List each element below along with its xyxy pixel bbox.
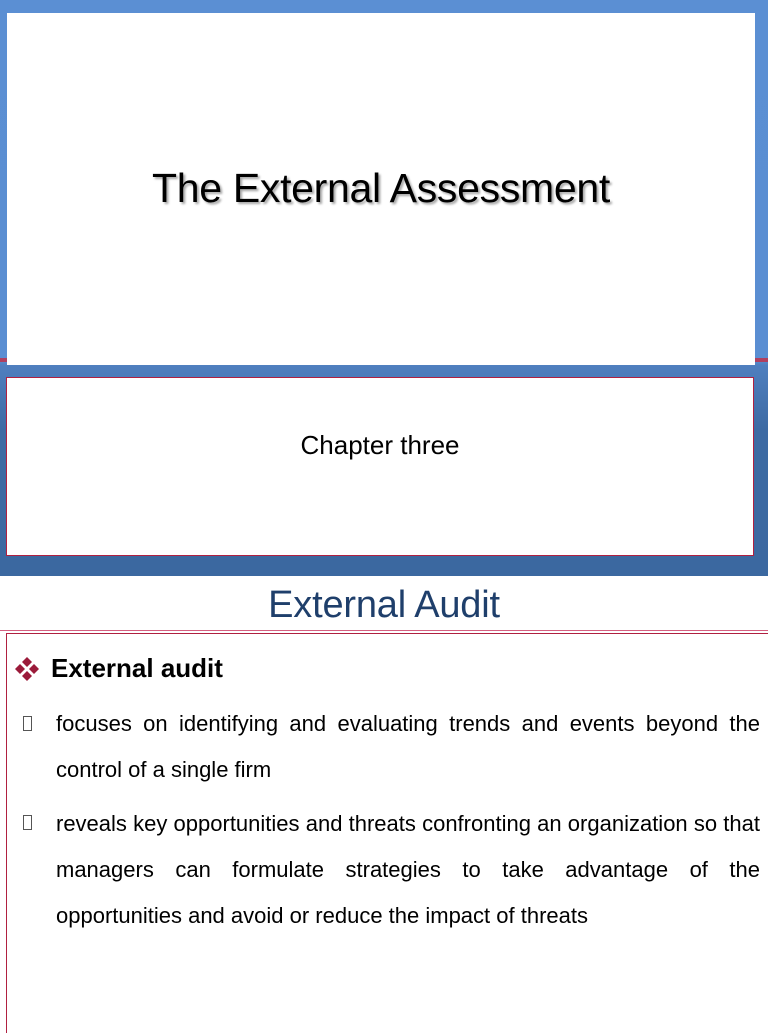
heading-text: External audit bbox=[51, 653, 223, 683]
four-diamond-bullet-icon bbox=[14, 656, 40, 682]
slide-title: The External Assessment bbox=[152, 164, 610, 211]
bullet-glyph-icon bbox=[23, 812, 39, 832]
slide-title: External Audit bbox=[268, 584, 500, 626]
slide-subtitle: Chapter three bbox=[300, 430, 460, 460]
bullet-glyph-icon bbox=[23, 713, 39, 733]
divider bbox=[0, 630, 768, 631]
content-slide bbox=[0, 576, 768, 1024]
bullet-heading bbox=[14, 653, 223, 684]
bullet-text: focuses on identifying and evaluating trends and events beyond the control of a single firm bbox=[56, 711, 760, 782]
subtitle-placeholder bbox=[6, 377, 754, 556]
bullet-text: reveals key opportunities and threats confronting an organization so that managers can formulate strategies to take advantage of the opportunities and avoid or reduce the impact of threats bbox=[56, 811, 760, 928]
title-placeholder bbox=[7, 13, 755, 365]
